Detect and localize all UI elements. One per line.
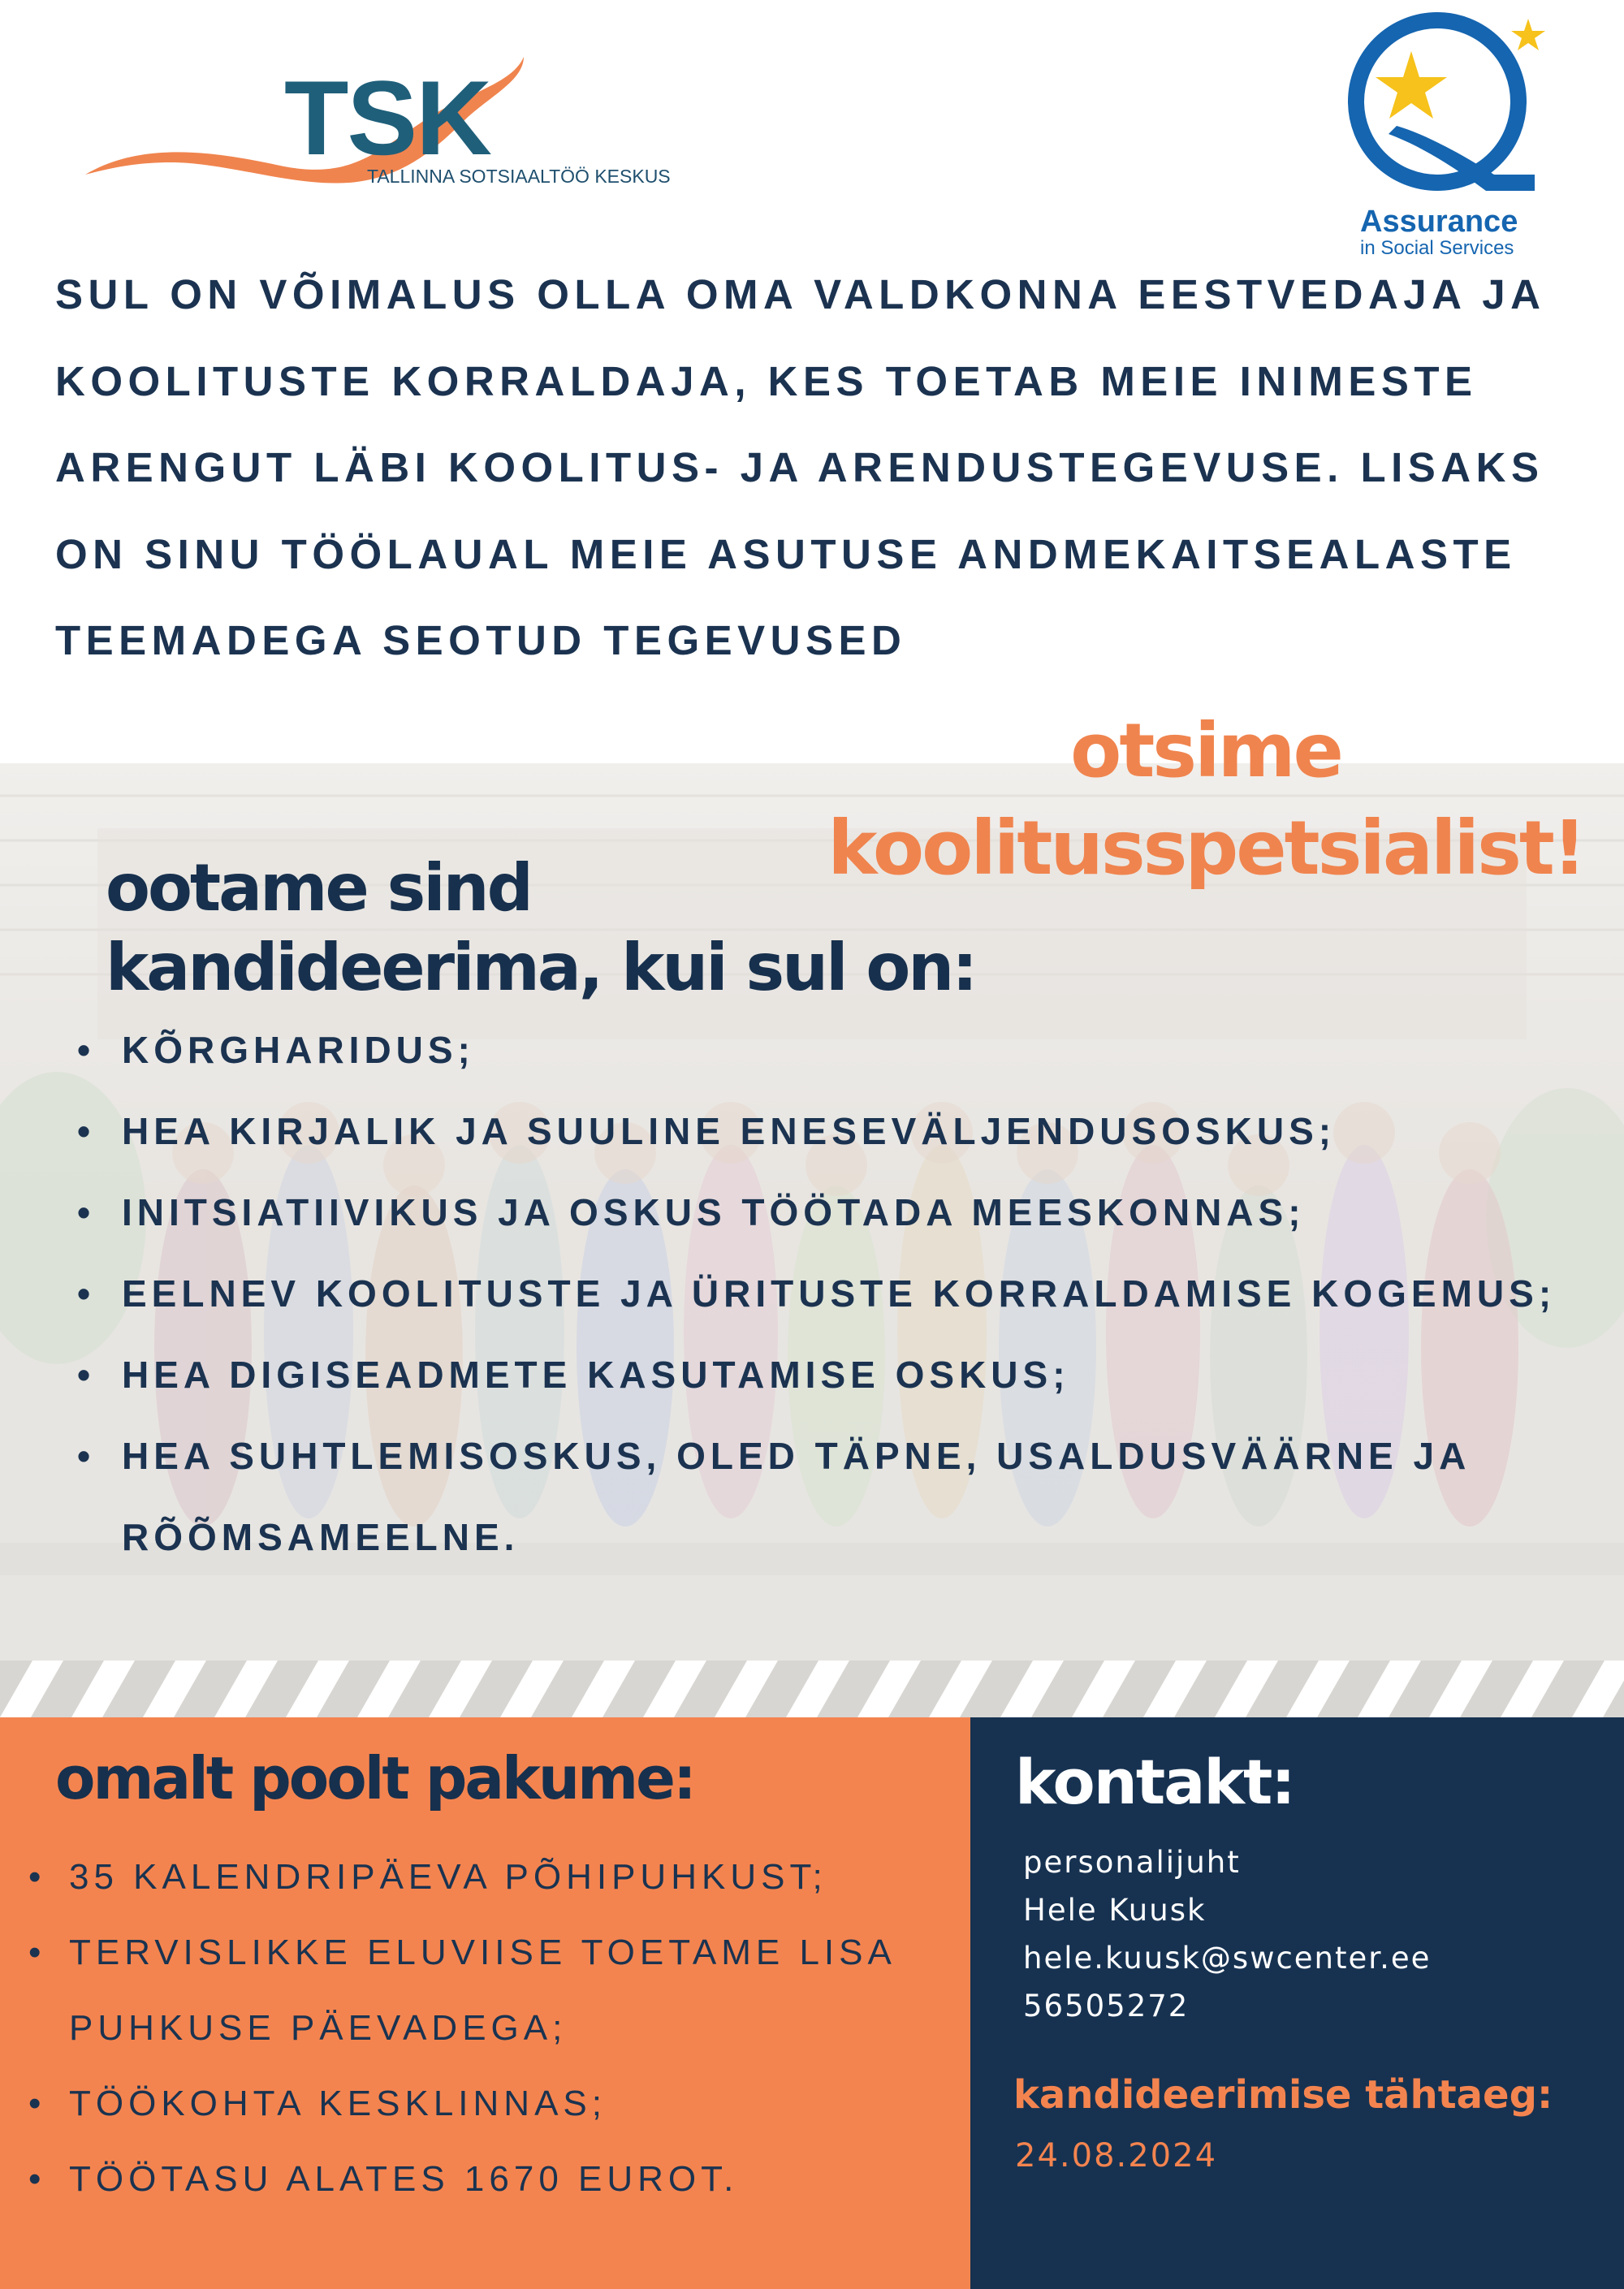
offer-item: • TÖÖTASU ALATES 1670 EUROT. [28,2141,954,2217]
intro-text: SUL ON VÕIMALUS OLLA OMA VALDKONNA EESTVEDAJA JA KOOLITUSTE KORRALDAJA, KES TOETAB MEIE INIMESTE ARENGUT LÄBI KOOLITUS- JA ARENDUSTEGEVUSE. LISAKS ON SINU TÖÖLAUAL MEIE ASUTUSE ANDMEKAITSEALASTE TEEMADEGA SEOTUD TEGEVUSED [55,271,1544,663]
assurance-subtitle: in Social Services [1360,237,1514,259]
contact-title: kontakt: [1015,1746,1294,1818]
requirement-item: • HEA SUHTLEMISOSKUS, OLED TÄPNE, USALDUSVÄÄRNE JA RÕÕMSAMEELNE. [77,1415,1604,1578]
headline-line1: otsime [1070,707,1341,794]
requirements-title-line2: kandideerima, kui sul on: [106,930,976,1005]
requirements-list [77,1009,1604,1578]
assurance-title: Assurance [1360,205,1518,239]
contact-role: personalijuht [1023,1845,1241,1880]
requirements-title-line1: ootame sind [106,850,531,926]
deadline-date: 24.08.2024 [1015,2137,1218,2175]
star-icon [1376,51,1447,119]
small-star-icon [1511,19,1545,50]
requirement-item: • INITSIATIIVIKUS JA OSKUS TÖÖTADA MEESKONNAS; [77,1172,1604,1253]
requirement-item: • EELNEV KOOLITUSTE JA ÜRITUSTE KORRALDAMISE KOGEMUS; [77,1253,1604,1334]
deadline-label: kandideerimise tähtaeg: [1013,2072,1553,2118]
requirement-item: • HEA DIGISEADMETE KASUTAMISE OSKUS; [77,1334,1604,1415]
tsk-logo [81,32,674,195]
requirement-item: • HEA KIRJALIK JA SUULINE ENESEVÄLJENDUSOSKUS; [77,1091,1604,1172]
requirements-title [106,849,1161,1008]
offer-item: • TÖÖKOHTA KESKLINNAS; [28,2066,954,2141]
stripe-divider [0,1661,1624,1717]
contact-name: Hele Kuusk [1023,1893,1207,1928]
offer-list [28,1839,954,2217]
tsk-full-name: TALLINNA SOTSIAALTÖÖ KESKUS [367,166,671,187]
offer-item: • 35 KALENDRIPÄEVA PÕHIPUHKUST; [28,1839,954,1915]
offer-title: omalt poolt pakume: [55,1744,694,1812]
requirement-item: • KÕRGHARIDUS; [77,1009,1604,1091]
offer-item: • TERVISLIKKE ELUVIISE TOETAME LISA PUHKUSE PÄEVADEGA; [28,1915,954,2066]
tsk-abbr: TSK [284,58,490,177]
q-ring [1356,20,1518,183]
contact-email-link[interactable]: hele.kuusk@swcenter.ee [1023,1941,1432,1976]
headline-line2: koolitusspetsialist! [827,805,1584,892]
contact-details [1023,1838,1592,2030]
contact-phone: 56505272 [1023,1989,1190,2023]
assurance-logo [1340,12,1551,268]
